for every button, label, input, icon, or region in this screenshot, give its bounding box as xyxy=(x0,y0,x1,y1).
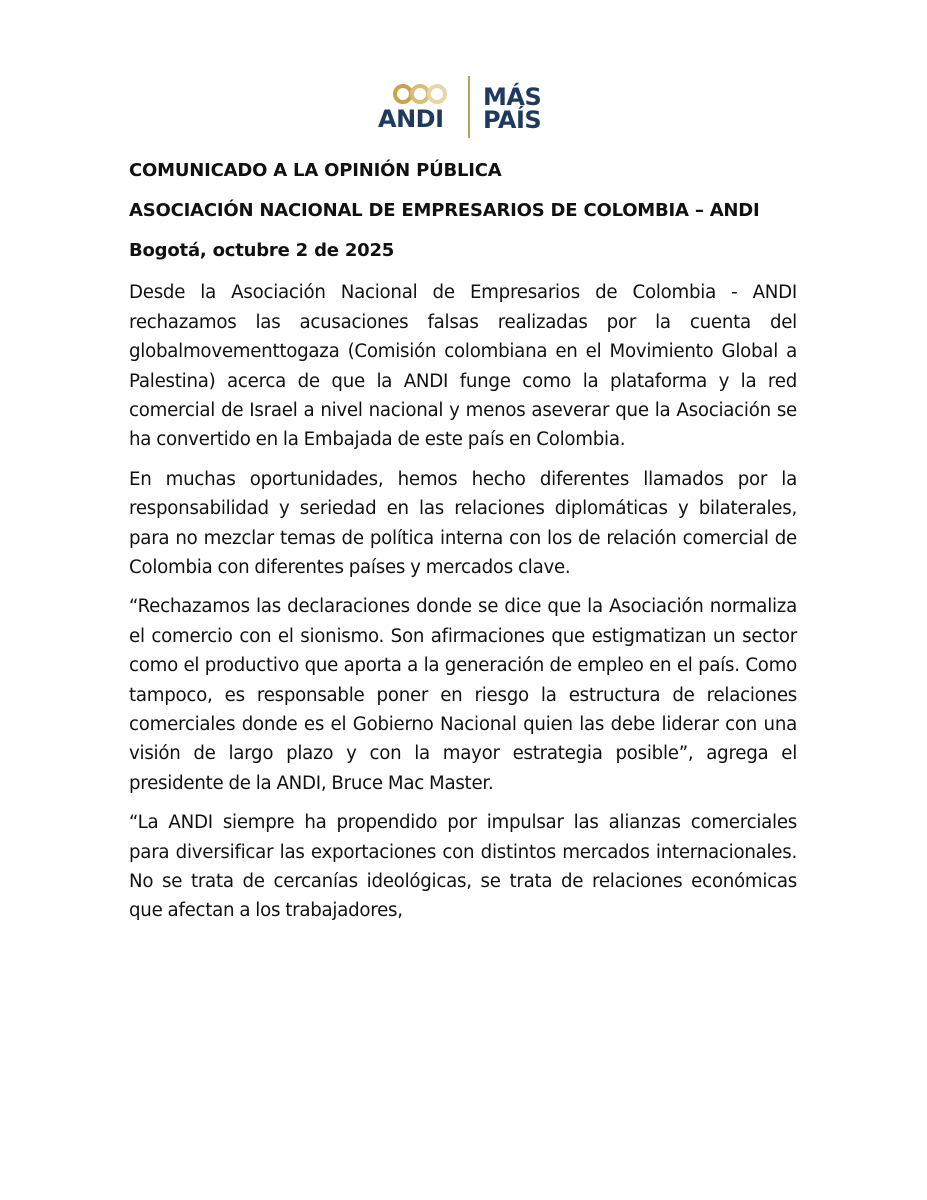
logo-andi-text: ANDI xyxy=(378,105,444,133)
logo-mas-text: MÁS xyxy=(483,83,542,111)
document-date: Bogotá, octubre 2 de 2025 xyxy=(129,240,395,262)
quote-paragraph: “La ANDI siempre ha propendido por impulsar las alianzas comerciales para diversificar las exportaciones con distintos mercados internacionales. No se trata de cercanías ideológicas, se trata de relaciones económicas que afectan a los trabajadores, xyxy=(129,812,797,922)
andi-rings-icon xyxy=(390,82,450,106)
organization-name: ASOCIACIÓN NACIONAL DE EMPRESARIOS DE COLOMBIA – ANDI xyxy=(129,200,760,222)
document-title: COMUNICADO A LA OPINIÓN PÚBLICA xyxy=(129,160,502,181)
quote-paragraph: “Rechazamos las declaraciones donde se dice que la Asociación normaliza el comercio con el sionismo. Son afirmaciones que estigmatizan un sector como el productivo que aporta a la generación de empleo en el país. Como tampoco, es responsable poner en riesgo la estructura de relaciones comerciales donde es el Gobierno Nacional quien las debe liderar con una visión de largo plazo y con la mayor estrategia posible”, agrega el presidente de la ANDI, Bruce Mac Master. xyxy=(129,596,797,794)
press-release-body xyxy=(129,158,797,922)
andi-mas-pais-logo xyxy=(378,76,550,138)
logo-divider xyxy=(468,76,470,138)
paragraph: En muchas oportunidades, hemos hecho diferentes llamados por la responsabilidad y seriedad en las relaciones diplomáticas y bilaterales, para no mezclar temas de política interna con los de relación comercial de Colombia con diferentes países y mercados clave. xyxy=(129,468,797,578)
paragraph: Desde la Asociación Nacional de Empresarios de Colombia - ANDI rechazamos las acusaciones falsas realizadas por la cuenta del globalmovementtogaza (Comisión colombiana en el Movimiento Global a Palestina) acerca de que la ANDI funge como la plataforma y la red comercial de Israel a nivel nacional y menos aseverar que la Asociación se ha convertido en la Embajada de este país en Colombia. xyxy=(129,282,797,451)
logo-pais-text: PAÍS xyxy=(483,106,542,134)
